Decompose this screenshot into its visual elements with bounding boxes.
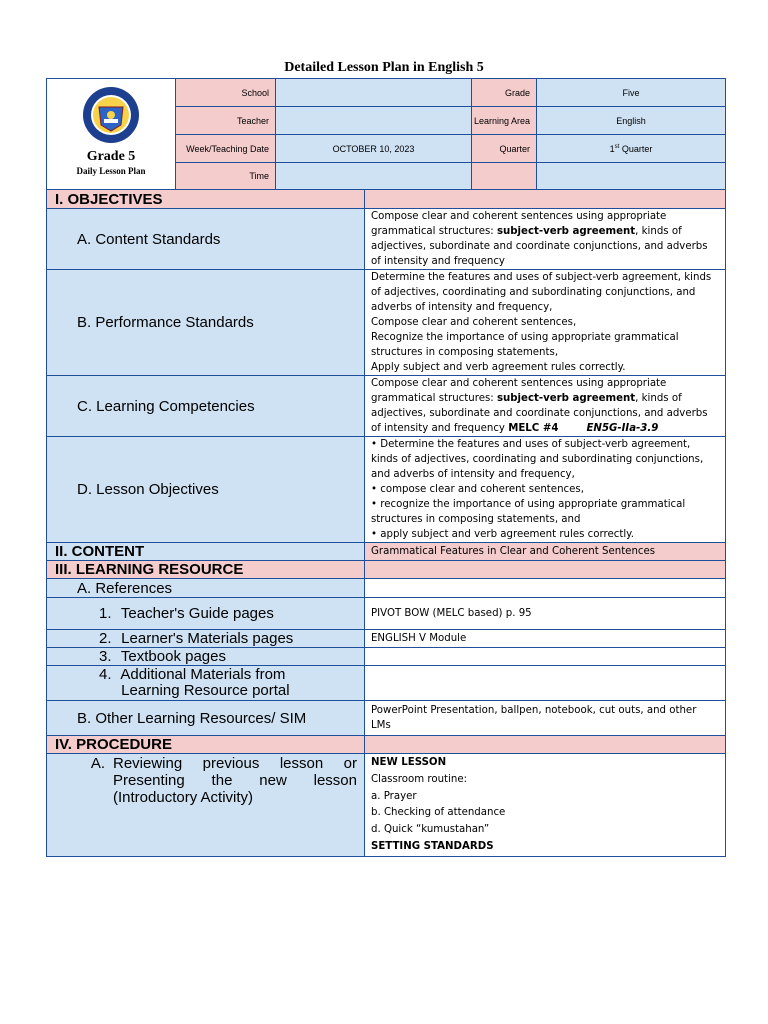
deped-seal-icon (75, 85, 147, 145)
reviewing-lesson-label (47, 754, 365, 857)
routine-step: b. Checking of attendance (371, 807, 506, 819)
document-title: Detailed Lesson Plan in English 5 (284, 60, 484, 75)
content-value: Grammatical Features in Clear and Coherent Sentences (365, 543, 726, 561)
other-resources-value: PowerPoint Presentation, ballpen, notebook, cut outs, and other LMs (365, 701, 726, 736)
lesson-objective-line: • recognize the importance of using appropriate grammatical structures in composing statements, and (371, 499, 686, 525)
textbook-value (365, 648, 726, 666)
content-standards-text-bold: subject-verb agreement (496, 226, 636, 237)
performance-standard-line: Apply subject and verb agreement rules correctly. (371, 362, 626, 373)
item-label: Learner's Materials pages (121, 630, 294, 647)
school-value (276, 79, 472, 107)
item-label: Textbook pages (120, 648, 226, 665)
procedure-line-2: Presenting the new lesson (113, 772, 357, 789)
additional-materials-label (47, 666, 365, 701)
header-table (46, 78, 726, 190)
quarter-label: Quarter (472, 135, 537, 163)
content-standards-label: A. Content Standards (47, 209, 365, 270)
learners-materials-value: ENGLISH V Module (365, 630, 726, 648)
reviewing-lesson-value (365, 754, 726, 857)
teaching-date-label: Week/Teaching Date (176, 135, 276, 163)
learners-materials-label (47, 630, 365, 648)
routine-step: a. Prayer (371, 790, 417, 802)
item-number: 3. (99, 648, 112, 665)
setting-standards-heading: SETTING STANDARDS (371, 840, 494, 852)
blank-label-cell (472, 163, 537, 190)
procedure-heading: IV. PROCEDURE (47, 736, 365, 754)
quarter-ordinal: st (614, 143, 620, 150)
procedure-line-1: Reviewing previous lesson or (113, 755, 357, 772)
quarter-value (537, 135, 726, 163)
item-number: 2. (99, 630, 112, 647)
grade-field-label: Grade (472, 79, 537, 107)
routine-step: d. Quick “kumustahan” (371, 824, 490, 836)
objectives-heading-blank (365, 190, 726, 209)
school-label: School (176, 79, 276, 107)
other-resources-label: B. Other Learning Resources/ SIM (47, 701, 365, 736)
melc-number: MELC #4 (508, 423, 559, 434)
learning-resource-heading: III. LEARNING RESOURCE (47, 561, 365, 579)
learning-area-value: English (537, 107, 726, 135)
procedure-letter: A. (90, 755, 105, 772)
performance-standard-line: Compose clear and coherent sentences, (371, 317, 577, 328)
content-standards-text-post: , kinds of adjectives, subordinate and coordinate conjunctions, and adverbs of intensity and frequency (371, 226, 708, 267)
additional-materials-value (365, 666, 726, 701)
objectives-heading: I. OBJECTIVES (47, 190, 365, 209)
blank-value-cell (537, 163, 726, 190)
references-value (365, 579, 726, 598)
learning-competencies-label: C. Learning Competencies (47, 376, 365, 437)
learning-resource-heading-blank (365, 561, 726, 579)
time-value (276, 163, 472, 190)
item-label: Teacher's Guide pages (120, 605, 274, 622)
grade-value: Five (537, 79, 726, 107)
competency-code: EN5G-IIa-3.9 (586, 423, 659, 434)
content-standards-value (365, 209, 726, 270)
time-label: Time (176, 163, 276, 190)
teacher-value (276, 107, 472, 135)
teacher-label: Teacher (176, 107, 276, 135)
classroom-routine: Classroom routine: (371, 773, 468, 785)
competency-text-bold: subject-verb agreement (496, 393, 636, 404)
performance-standard-line: Recognize the importance of using appropriate grammatical structures in composing statements, (371, 332, 679, 358)
lesson-objectives-label: D. Lesson Objectives (47, 437, 365, 543)
lesson-objective-line: • compose clear and coherent sentences, (371, 484, 584, 495)
content-standards-text-pre: Compose clear and coherent sentences using appropriate grammatical structures: (371, 211, 667, 237)
learning-area-label: Learning Area (472, 107, 537, 135)
references-label: A. References (47, 579, 365, 598)
procedure-line-3: (Introductory Activity) (113, 789, 254, 806)
performance-standards-value (365, 270, 726, 376)
item-number: 1. (99, 605, 112, 622)
logo-block (47, 79, 176, 190)
performance-standard-line: Determine the features and uses of subject-verb agreement, kinds of adjectives, coordinating and subordinating conjunctions, and adverbs of intensity and frequency, (371, 272, 712, 313)
item-number: 4. (99, 666, 112, 683)
learning-competencies-value (365, 376, 726, 437)
daily-lesson-plan-label: Daily Lesson Plan (76, 166, 146, 176)
content-heading: II. CONTENT (47, 543, 365, 561)
quarter-number: 1 (609, 143, 615, 154)
quarter-word: Quarter (621, 143, 653, 154)
new-lesson-heading: NEW LESSON (371, 757, 447, 768)
lesson-objective-line: • apply subject and verb agreement rules correctly. (371, 529, 634, 540)
lesson-plan-table (46, 189, 726, 857)
lesson-objectives-value (365, 437, 726, 543)
competency-text-pre: Compose clear and coherent sentences using appropriate grammatical structures: (371, 378, 667, 404)
procedure-heading-blank (365, 736, 726, 754)
lesson-objective-line: • Determine the features and uses of subject-verb agreement, kinds of adjectives, coordinating and subordinating conjunctions, and adverbs of intensity and frequency, (371, 439, 704, 480)
teaching-date-value: OCTOBER 10, 2023 (276, 135, 472, 163)
additional-line-2: Learning Resource portal (121, 682, 290, 699)
performance-standards-label: B. Performance Standards (47, 270, 365, 376)
competency-text-post: , kinds of adjectives, subordinate and coordinate conjunctions, and adverbs of intensity and frequency (371, 393, 708, 434)
additional-line-1: Additional Materials from (120, 666, 286, 683)
grade-label: Grade 5 (86, 149, 136, 164)
textbook-label (47, 648, 365, 666)
teachers-guide-label (47, 598, 365, 630)
teachers-guide-value: PIVOT BOW (MELC based) p. 95 (365, 598, 726, 630)
